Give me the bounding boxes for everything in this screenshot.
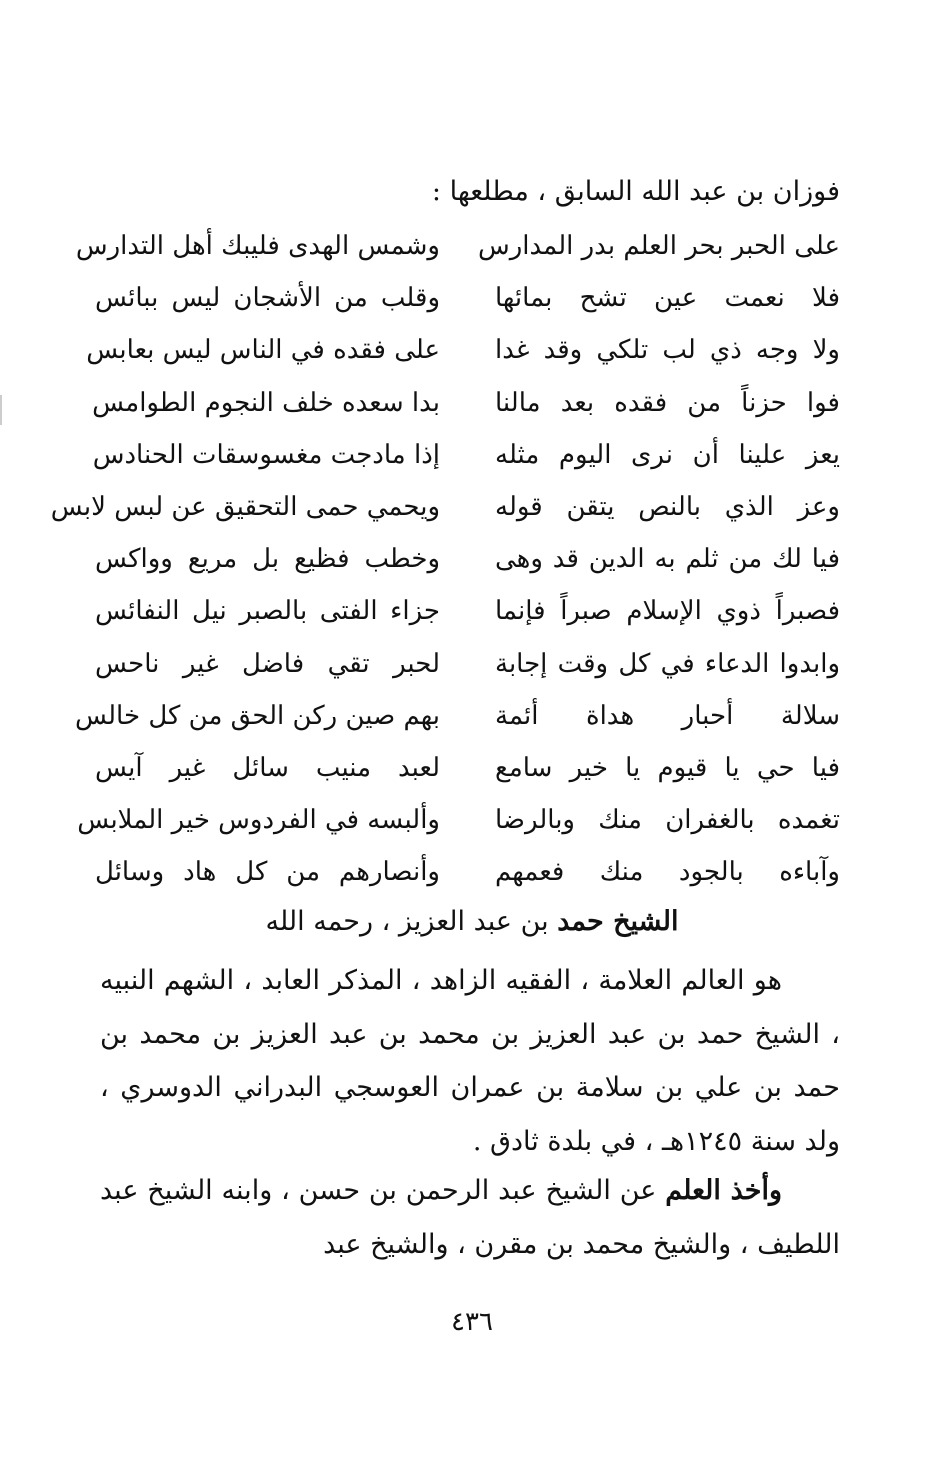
poem-verse [95, 589, 840, 641]
intro-line: فوزان بن عبد الله السابق ، مطلعها : [431, 176, 840, 207]
verse-first-hemistich: على الحبر بحر العلم بدر المدارس [478, 231, 840, 261]
verse-first-hemistich: وعز الذي بالنص يتقن قوله [495, 491, 840, 522]
section-heading [0, 900, 944, 944]
verse-second-hemistich: لحبر تقي فاضل غير ناحس [95, 648, 440, 679]
elegy-poem [50, 224, 840, 902]
poem-verse [77, 798, 840, 850]
verse-second-hemistich: لعبد منيب سائل غير آيس [95, 752, 440, 783]
biography-paragraph: هو العالم العلامة ، الفقيه الزاهد ، المذكر العابد ، الشهم النبيه ، الشيخ حمد بن عبد العزيز بن محمد بن عبد العزيز بن محمد بن حمد بن علي بن سلامة بن عمران العوسجي البدراني الدوسري ، ولد سنة ١٢٤٥هـ ، في بلدة ثادق . [100, 965, 840, 1157]
verse-first-hemistich: فصبراً ذوي الإسلام صبراً فإنما [495, 596, 840, 627]
poem-verse [92, 381, 840, 433]
verse-second-hemistich: على فقده في الناس ليس بعابس [86, 335, 440, 366]
poem-verse [50, 485, 840, 537]
verse-second-hemistich: بدا سعده خلف النجوم الطوامس [92, 387, 440, 418]
verse-first-hemistich: ولا وجه ذي لب تلكي وقد غدا [495, 335, 840, 366]
poem-verse [95, 537, 840, 589]
verse-first-hemistich: فيا حي يا قيوم يا خير سامع [495, 752, 840, 783]
verse-first-hemistich: تغمده بالغفران منك وبالرضا [495, 805, 840, 836]
verse-first-hemistich: سلالة أحبار هداة أئمة [495, 700, 840, 731]
poem-verse [95, 642, 840, 694]
verse-second-hemistich: وأنصارهم من كل هاد وسائل [95, 857, 440, 888]
verse-second-hemistich: وقلب من الأشجان ليس ببائس [95, 283, 440, 314]
paragraph-body: عن الشيخ عبد الرحمن بن حسن ، وابنه الشيخ عبد اللطيف ، والشيخ محمد بن مقرن ، والشيخ عبد [100, 1175, 840, 1260]
verse-first-hemistich: فوا حزناً من فقده بعد مالنا [495, 387, 840, 418]
verse-first-hemistich: يعز علينا أن نرى اليوم مثله [495, 439, 840, 470]
poem-verse [95, 850, 840, 902]
verse-first-hemistich: وابدوا الدعاء في كل وقت إجابة [495, 648, 840, 679]
verse-second-hemistich: وخطب فظيع بل مريع وواكس [95, 544, 440, 575]
verse-second-hemistich: وألبسه في الفردوس خير الملابس [77, 805, 440, 836]
poem-verse [95, 276, 840, 328]
verse-first-hemistich: فيا لك من ثلم به الدين قد وهى [495, 544, 840, 575]
poem-verse [95, 746, 840, 798]
verse-first-hemistich: وآباءه بالجود منك فعمهم [495, 857, 840, 888]
poem-verse [92, 433, 840, 485]
page-number: ٤٣٦ [451, 1307, 493, 1337]
margin-mark [0, 395, 2, 425]
verse-second-hemistich: وشمس الهدى فليبك أهل التدارس [75, 231, 440, 261]
verse-second-hemistich: ويحمي حمى التحقيق عن لبس لابس [50, 491, 440, 522]
poem-verse [75, 224, 840, 276]
heading-rest: بن عبد العزيز ، رحمه الله [265, 906, 558, 937]
verse-second-hemistich: جزاء الفتى بالصبر نيل النفائس [95, 596, 440, 627]
poem-verse [86, 328, 840, 380]
verse-second-hemistich: بهم صين ركن الحق من كل خالس [74, 700, 440, 731]
studies-paragraph [100, 1164, 840, 1271]
poem-verse [74, 694, 840, 746]
verse-second-hemistich: إذا مادجت مغسوسقات الحنادس [92, 439, 440, 470]
paragraph-lead: وأخذ العلم [665, 1175, 782, 1206]
heading-name: الشيخ حمد [557, 906, 679, 937]
verse-first-hemistich: فلا نعمت عين تشح بمائها [495, 283, 840, 314]
